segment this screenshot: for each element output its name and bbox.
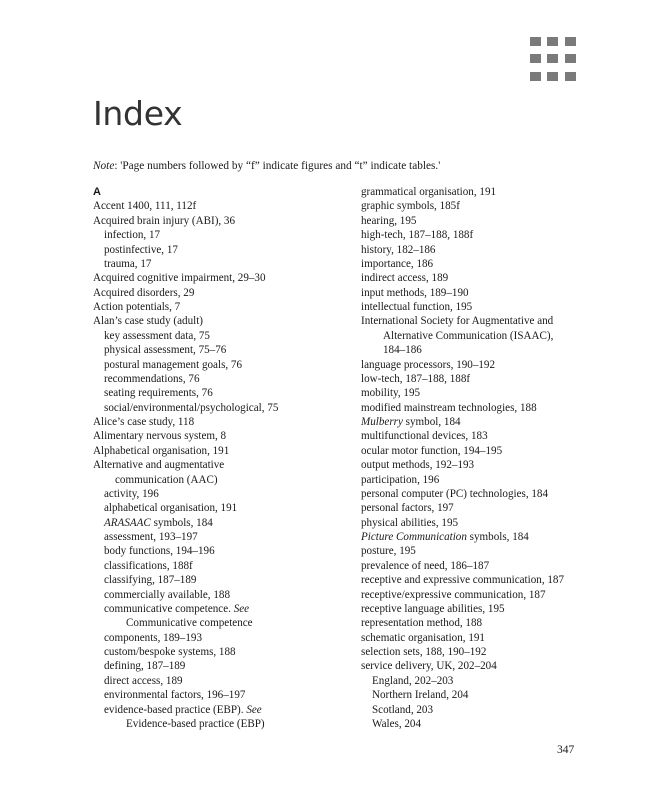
index-entry-text: International Society for Augmentative and bbox=[361, 315, 554, 328]
index-entry-text: assessment, 193–197 bbox=[104, 531, 198, 543]
index-entry-text: mobility, 195 bbox=[361, 387, 421, 400]
index-entry bbox=[93, 530, 343, 544]
index-entry-text: Alphabetical organisation, 191 bbox=[93, 444, 230, 457]
index-entry bbox=[93, 616, 343, 630]
index-entry bbox=[361, 444, 611, 458]
index-entry-text: representation method, 188 bbox=[361, 617, 483, 630]
index-entry bbox=[93, 717, 343, 731]
index-entry-text: Alternative and augmentative bbox=[93, 459, 225, 472]
index-entry-text: Accent 1400, 111, 112f bbox=[93, 200, 197, 213]
index-entry-text: graphic symbols, 185f bbox=[361, 200, 460, 213]
index-entry-text: recommendations, 76 bbox=[104, 372, 200, 385]
index-entry-text: receptive language abilities, 195 bbox=[361, 602, 505, 615]
index-entry bbox=[361, 703, 611, 717]
index-column-right bbox=[361, 185, 611, 731]
index-entry bbox=[93, 271, 343, 285]
index-entry bbox=[361, 588, 611, 602]
index-entry-text: communication (AAC) bbox=[115, 473, 218, 486]
index-entry-text: participation, 196 bbox=[361, 473, 440, 486]
index-entry-text: high-tech, 187–188, 188f bbox=[361, 229, 474, 242]
index-entry-text: key assessment data, 75 bbox=[104, 329, 210, 342]
index-entry-italic: ARASAAC bbox=[104, 516, 151, 529]
index-entry-text: direct access, 189 bbox=[104, 674, 183, 687]
index-entry bbox=[361, 458, 611, 472]
index-entry bbox=[361, 343, 611, 357]
index-entry-text: A bbox=[93, 186, 101, 198]
index-entry-italic: Picture Communication bbox=[361, 531, 467, 543]
index-entry bbox=[361, 415, 611, 429]
index-entry bbox=[361, 516, 611, 530]
index-entry bbox=[93, 487, 343, 501]
index-entry bbox=[93, 286, 343, 300]
index-entry-text: Northern Ireland, 204 bbox=[372, 689, 469, 702]
index-entry bbox=[93, 501, 343, 515]
index-entry bbox=[361, 199, 611, 213]
index-entry bbox=[93, 602, 343, 616]
index-entry-text: symbol, 184 bbox=[402, 416, 461, 428]
index-entry bbox=[93, 544, 343, 558]
index-entry-text: Acquired disorders, 29 bbox=[93, 286, 195, 299]
index-entry-text: receptive and expressive communication, 187 bbox=[361, 574, 565, 587]
index-entry-text: Scotland, 203 bbox=[372, 703, 434, 716]
index-entry-text: alphabetical organisation, 191 bbox=[104, 502, 238, 515]
index-entry bbox=[361, 228, 611, 242]
index-entry bbox=[93, 473, 343, 487]
index-entry-text: communicative competence. bbox=[104, 602, 234, 615]
index-entry-text: custom/bespoke systems, 188 bbox=[104, 646, 236, 658]
index-entry bbox=[361, 659, 611, 673]
index-entry-text: ocular motor function, 194–195 bbox=[361, 444, 503, 457]
index-entry bbox=[361, 243, 611, 257]
index-entry-text: personal factors, 197 bbox=[361, 502, 454, 515]
index-entry bbox=[93, 458, 343, 472]
index-entry-text: body functions, 194–196 bbox=[104, 545, 215, 558]
index-entry bbox=[361, 631, 611, 645]
index-entry-text: seating requirements, 76 bbox=[104, 387, 213, 400]
index-entry-text: Alternative Communication (ISAAC), bbox=[383, 329, 554, 342]
index-entry-text: activity, 196 bbox=[104, 487, 159, 500]
index-entry-text: language processors, 190–192 bbox=[361, 358, 496, 371]
note-text: : 'Page numbers followed by “f” indicate figures and “t” indicate tables.' bbox=[114, 160, 441, 172]
index-entry bbox=[361, 314, 611, 328]
index-entry-text: Communicative competence bbox=[126, 617, 253, 630]
index-entry bbox=[93, 688, 343, 702]
index-entry-text: trauma, 17 bbox=[104, 257, 152, 270]
index-entry-text: postinfective, 17 bbox=[104, 243, 178, 256]
index-entry bbox=[361, 602, 611, 616]
index-entry-text: input methods, 189–190 bbox=[361, 286, 469, 299]
index-entry bbox=[361, 674, 611, 688]
index-entry-text: intellectual function, 195 bbox=[361, 301, 473, 313]
index-entry-text: commercially available, 188 bbox=[104, 588, 230, 601]
index-entry-text: Action potentials, 7 bbox=[93, 301, 181, 313]
index-entry bbox=[93, 659, 343, 673]
index-entry bbox=[361, 487, 611, 501]
index-entry-text: importance, 186 bbox=[361, 257, 434, 270]
index-entry bbox=[93, 631, 343, 645]
index-entry bbox=[361, 286, 611, 300]
index-entry bbox=[361, 544, 611, 558]
index-column-left bbox=[93, 185, 343, 731]
index-entry bbox=[361, 530, 611, 544]
index-entry-text: low-tech, 187–188, 188f bbox=[361, 372, 471, 385]
index-entry-text: physical abilities, 195 bbox=[361, 516, 459, 529]
index-entry bbox=[93, 401, 343, 415]
grid-logo-icon bbox=[530, 37, 576, 81]
index-entry-text: posture, 195 bbox=[361, 545, 416, 558]
index-entry-text: indirect access, 189 bbox=[361, 272, 449, 285]
index-entry bbox=[93, 243, 343, 257]
index-entry bbox=[361, 214, 611, 228]
index-entry bbox=[93, 372, 343, 386]
index-entry bbox=[93, 573, 343, 587]
index-entry-see: See bbox=[233, 602, 250, 615]
index-entry-text: selection sets, 188, 190–192 bbox=[361, 646, 487, 658]
index-entry-text: hearing, 195 bbox=[361, 214, 417, 227]
index-entry-text: schematic organisation, 191 bbox=[361, 631, 485, 644]
index-entry bbox=[361, 717, 611, 731]
index-entry-text: prevalence of need, 186–187 bbox=[361, 559, 490, 572]
index-entry-text: grammatical organisation, 191 bbox=[361, 186, 497, 198]
index-entry-text: England, 202–203 bbox=[372, 674, 454, 687]
index-entry-text: components, 189–193 bbox=[104, 631, 202, 644]
index-entry-text: 184–186 bbox=[383, 344, 422, 357]
index-entry-text: Acquired brain injury (ABI), 36 bbox=[93, 214, 236, 227]
index-entry bbox=[361, 645, 611, 659]
index-entry bbox=[93, 300, 343, 314]
index-entry bbox=[93, 358, 343, 372]
index-entry-text: receptive/expressive communication, 187 bbox=[361, 588, 546, 601]
index-entry bbox=[361, 401, 611, 415]
index-entry bbox=[93, 343, 343, 357]
index-entry-text: evidence-based practice (EBP). bbox=[104, 703, 247, 716]
index-entry bbox=[361, 473, 611, 487]
index-entry bbox=[93, 214, 343, 228]
index-entry-text: classifying, 187–189 bbox=[104, 574, 197, 587]
index-entry bbox=[361, 573, 611, 587]
index-entry bbox=[93, 257, 343, 271]
index-entry bbox=[93, 386, 343, 400]
index-entry-text: symbols, 184 bbox=[150, 516, 213, 529]
index-entry bbox=[93, 674, 343, 688]
index-entry-see: See bbox=[246, 703, 262, 716]
index-entry-text: personal computer (PC) technologies, 184 bbox=[361, 487, 549, 500]
index-entry bbox=[361, 185, 611, 199]
index-entry bbox=[361, 559, 611, 573]
index-entry-text: modified mainstream technologies, 188 bbox=[361, 401, 537, 414]
index-entry bbox=[361, 429, 611, 443]
index-letter-heading bbox=[93, 185, 343, 199]
index-entry bbox=[361, 358, 611, 372]
index-entry-text: environmental factors, 196–197 bbox=[104, 689, 246, 702]
index-entry-text: defining, 187–189 bbox=[104, 660, 186, 673]
index-entry-italic: Mulberry bbox=[361, 416, 403, 428]
index-entry-text: postural management goals, 76 bbox=[104, 358, 243, 371]
index-entry-text: service delivery, UK, 202–204 bbox=[361, 660, 497, 673]
index-entry bbox=[93, 329, 343, 343]
index-entry bbox=[93, 199, 343, 213]
index-entry bbox=[93, 516, 343, 530]
index-entry-text: Acquired cognitive impairment, 29–30 bbox=[93, 272, 266, 285]
index-entry-text: Wales, 204 bbox=[372, 717, 422, 730]
index-entry bbox=[93, 444, 343, 458]
index-entry-text: infection, 17 bbox=[104, 229, 161, 242]
page-number: 347 bbox=[557, 744, 575, 756]
index-entry bbox=[93, 228, 343, 242]
index-entry-text: classifications, 188f bbox=[104, 559, 193, 572]
page-title: Index bbox=[93, 94, 183, 133]
index-entry bbox=[93, 559, 343, 573]
note-label: Note bbox=[93, 160, 115, 172]
index-entry-text: Alice’s case study, 118 bbox=[93, 416, 195, 428]
index-entry-text: output methods, 192–193 bbox=[361, 459, 475, 472]
index-entry-text: Alimentary nervous system, 8 bbox=[93, 430, 227, 443]
index-entry bbox=[93, 314, 343, 328]
index-entry-text: social/environmental/psychological, 75 bbox=[104, 401, 279, 414]
index-entry-text: physical assessment, 75–76 bbox=[104, 344, 227, 357]
index-entry bbox=[93, 588, 343, 602]
index-entry-text: Alan’s case study (adult) bbox=[93, 315, 203, 328]
index-entry bbox=[361, 501, 611, 515]
index-entry bbox=[361, 257, 611, 271]
index-entry bbox=[361, 372, 611, 386]
index-entry bbox=[361, 688, 611, 702]
index-entry bbox=[361, 329, 611, 343]
index-entry bbox=[93, 429, 343, 443]
index-entry-text: history, 182–186 bbox=[361, 243, 436, 256]
index-entry-text: Evidence-based practice (EBP) bbox=[126, 717, 265, 730]
index-entry bbox=[361, 271, 611, 285]
index-entry bbox=[361, 386, 611, 400]
index-entry bbox=[93, 645, 343, 659]
index-entry-text: symbols, 184 bbox=[466, 531, 529, 543]
index-note bbox=[93, 159, 440, 173]
index-entry bbox=[93, 415, 343, 429]
index-entry bbox=[93, 703, 343, 717]
index-entry bbox=[361, 616, 611, 630]
index-entry bbox=[361, 300, 611, 314]
index-entry-text: multifunctional devices, 183 bbox=[361, 430, 488, 443]
